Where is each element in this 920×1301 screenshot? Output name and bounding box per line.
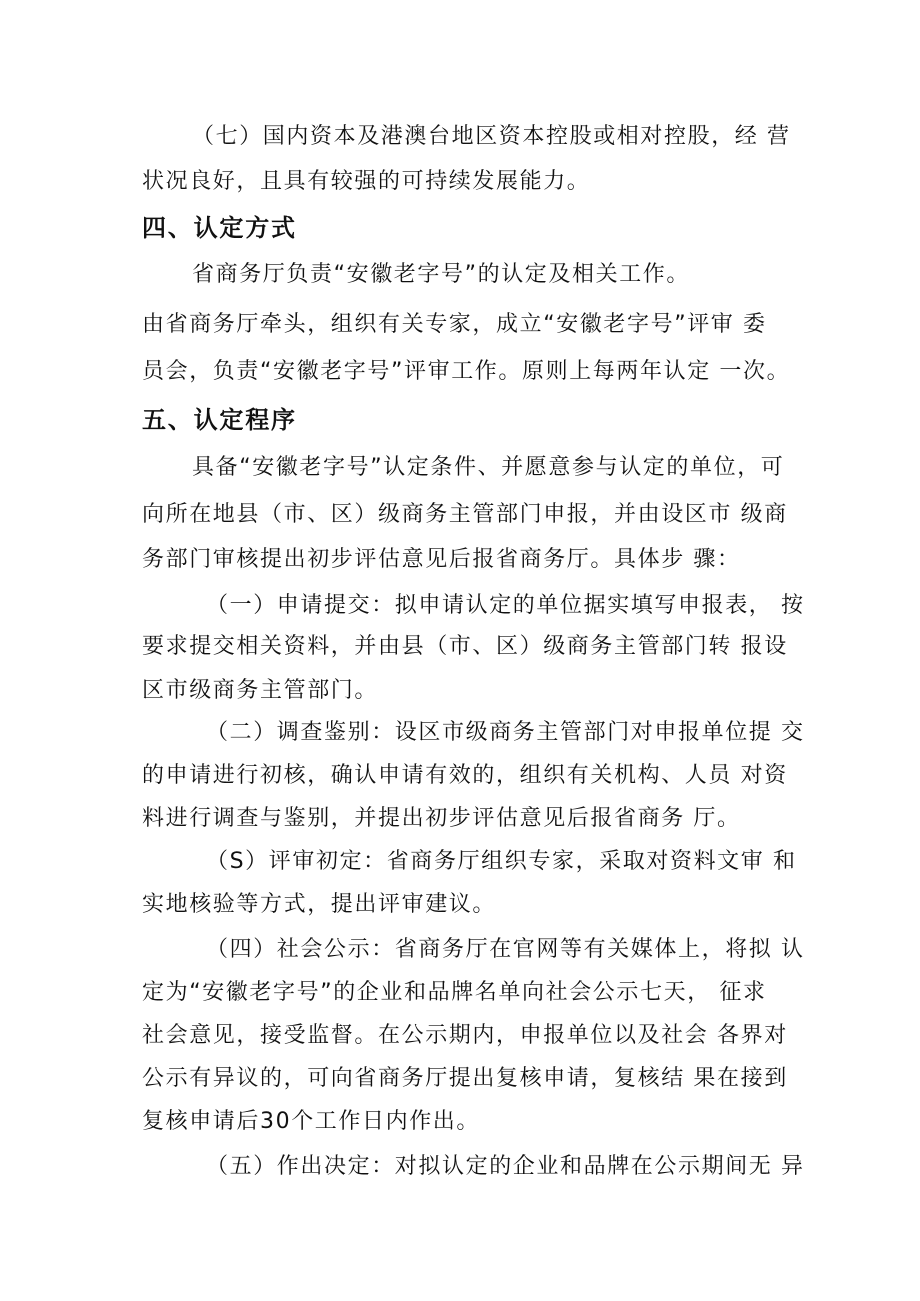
para-method-line-3: 员会，负责“安徽老字号”评审工作。原则上每两年认定 一次。	[142, 359, 791, 384]
para-step-3-line-1: （S）评审初定：省商务厅组织专家，采取对资料文审 和	[206, 849, 797, 874]
para-step-4-line-4: 公示有异议的，可向省商务厅提出复核申请，复核结 果在接到	[142, 1066, 788, 1091]
para-step-5-line-1: （五）作出决定：对拟认定的企业和品牌在公示期间无 异	[206, 1154, 805, 1179]
para-method-line-1: 省商务厅负责“安徽老字号”的认定及相关工作。	[192, 262, 690, 287]
para-step-1-line-2: 要求提交相关资料，并由县（市、区）级商务主管部门转 报设	[142, 634, 788, 659]
para-step-1-line-3: 区市级商务主管部门。	[142, 678, 379, 703]
para-step-4-line-5: 复核申请后30个工作日内作出。	[142, 1109, 480, 1134]
para-step-4-line-3: 社会意见，接受监督。在公示期内，申报单位以及社会 各界对	[142, 1023, 788, 1048]
para-step-4-line-1: （四）社会公示：省商务厅在官网等有关媒体上，将拟 认	[206, 937, 805, 962]
para-method-line-2: 由省商务厅牵头，组织有关专家，成立“安徽老字号”评审 委	[142, 312, 767, 337]
para-step-2-line-3: 料进行调查与鉴别，并提出初步评估意见后报省商务 厅。	[142, 806, 741, 831]
para-procedure-line-1: 具备“安徽老字号”认定条件、并愿意参与认定的单位，可	[192, 455, 785, 480]
para-procedure-line-3: 务部门审核提出初步评估意见后报省商务厅。具体步 骤：	[142, 547, 741, 572]
para-step-1-line-1: （一）申请提交：拟申请认定的单位据实填写申报表， 按	[206, 593, 805, 618]
section-heading-5: 五、认定程序	[142, 406, 297, 434]
para-step-4-line-2: 定为“安徽老字号”的企业和品牌名单向社会公示七天， 征求	[142, 980, 767, 1005]
para-step-3-line-2: 实地核验等方式，提出评审建议。	[142, 892, 497, 917]
para-step-2-line-1: （二）调查鉴别：设区市级商务主管部门对申报单位提 交	[206, 720, 805, 745]
para-procedure-line-2: 向所在地县（市、区）级商务主管部门申报，并由设区市 级商	[142, 502, 788, 527]
section-heading-4: 四、认定方式	[142, 214, 297, 242]
para-item-7-line-2: 状况良好，且具有较强的可持续发展能力。	[142, 169, 591, 194]
para-step-2-line-2: 的申请进行初核，确认申请有效的，组织有关机构、人员 对资	[142, 763, 788, 788]
para-item-7-line-1: （七）国内资本及港澳台地区资本控股或相对控股，经 营	[192, 124, 791, 149]
